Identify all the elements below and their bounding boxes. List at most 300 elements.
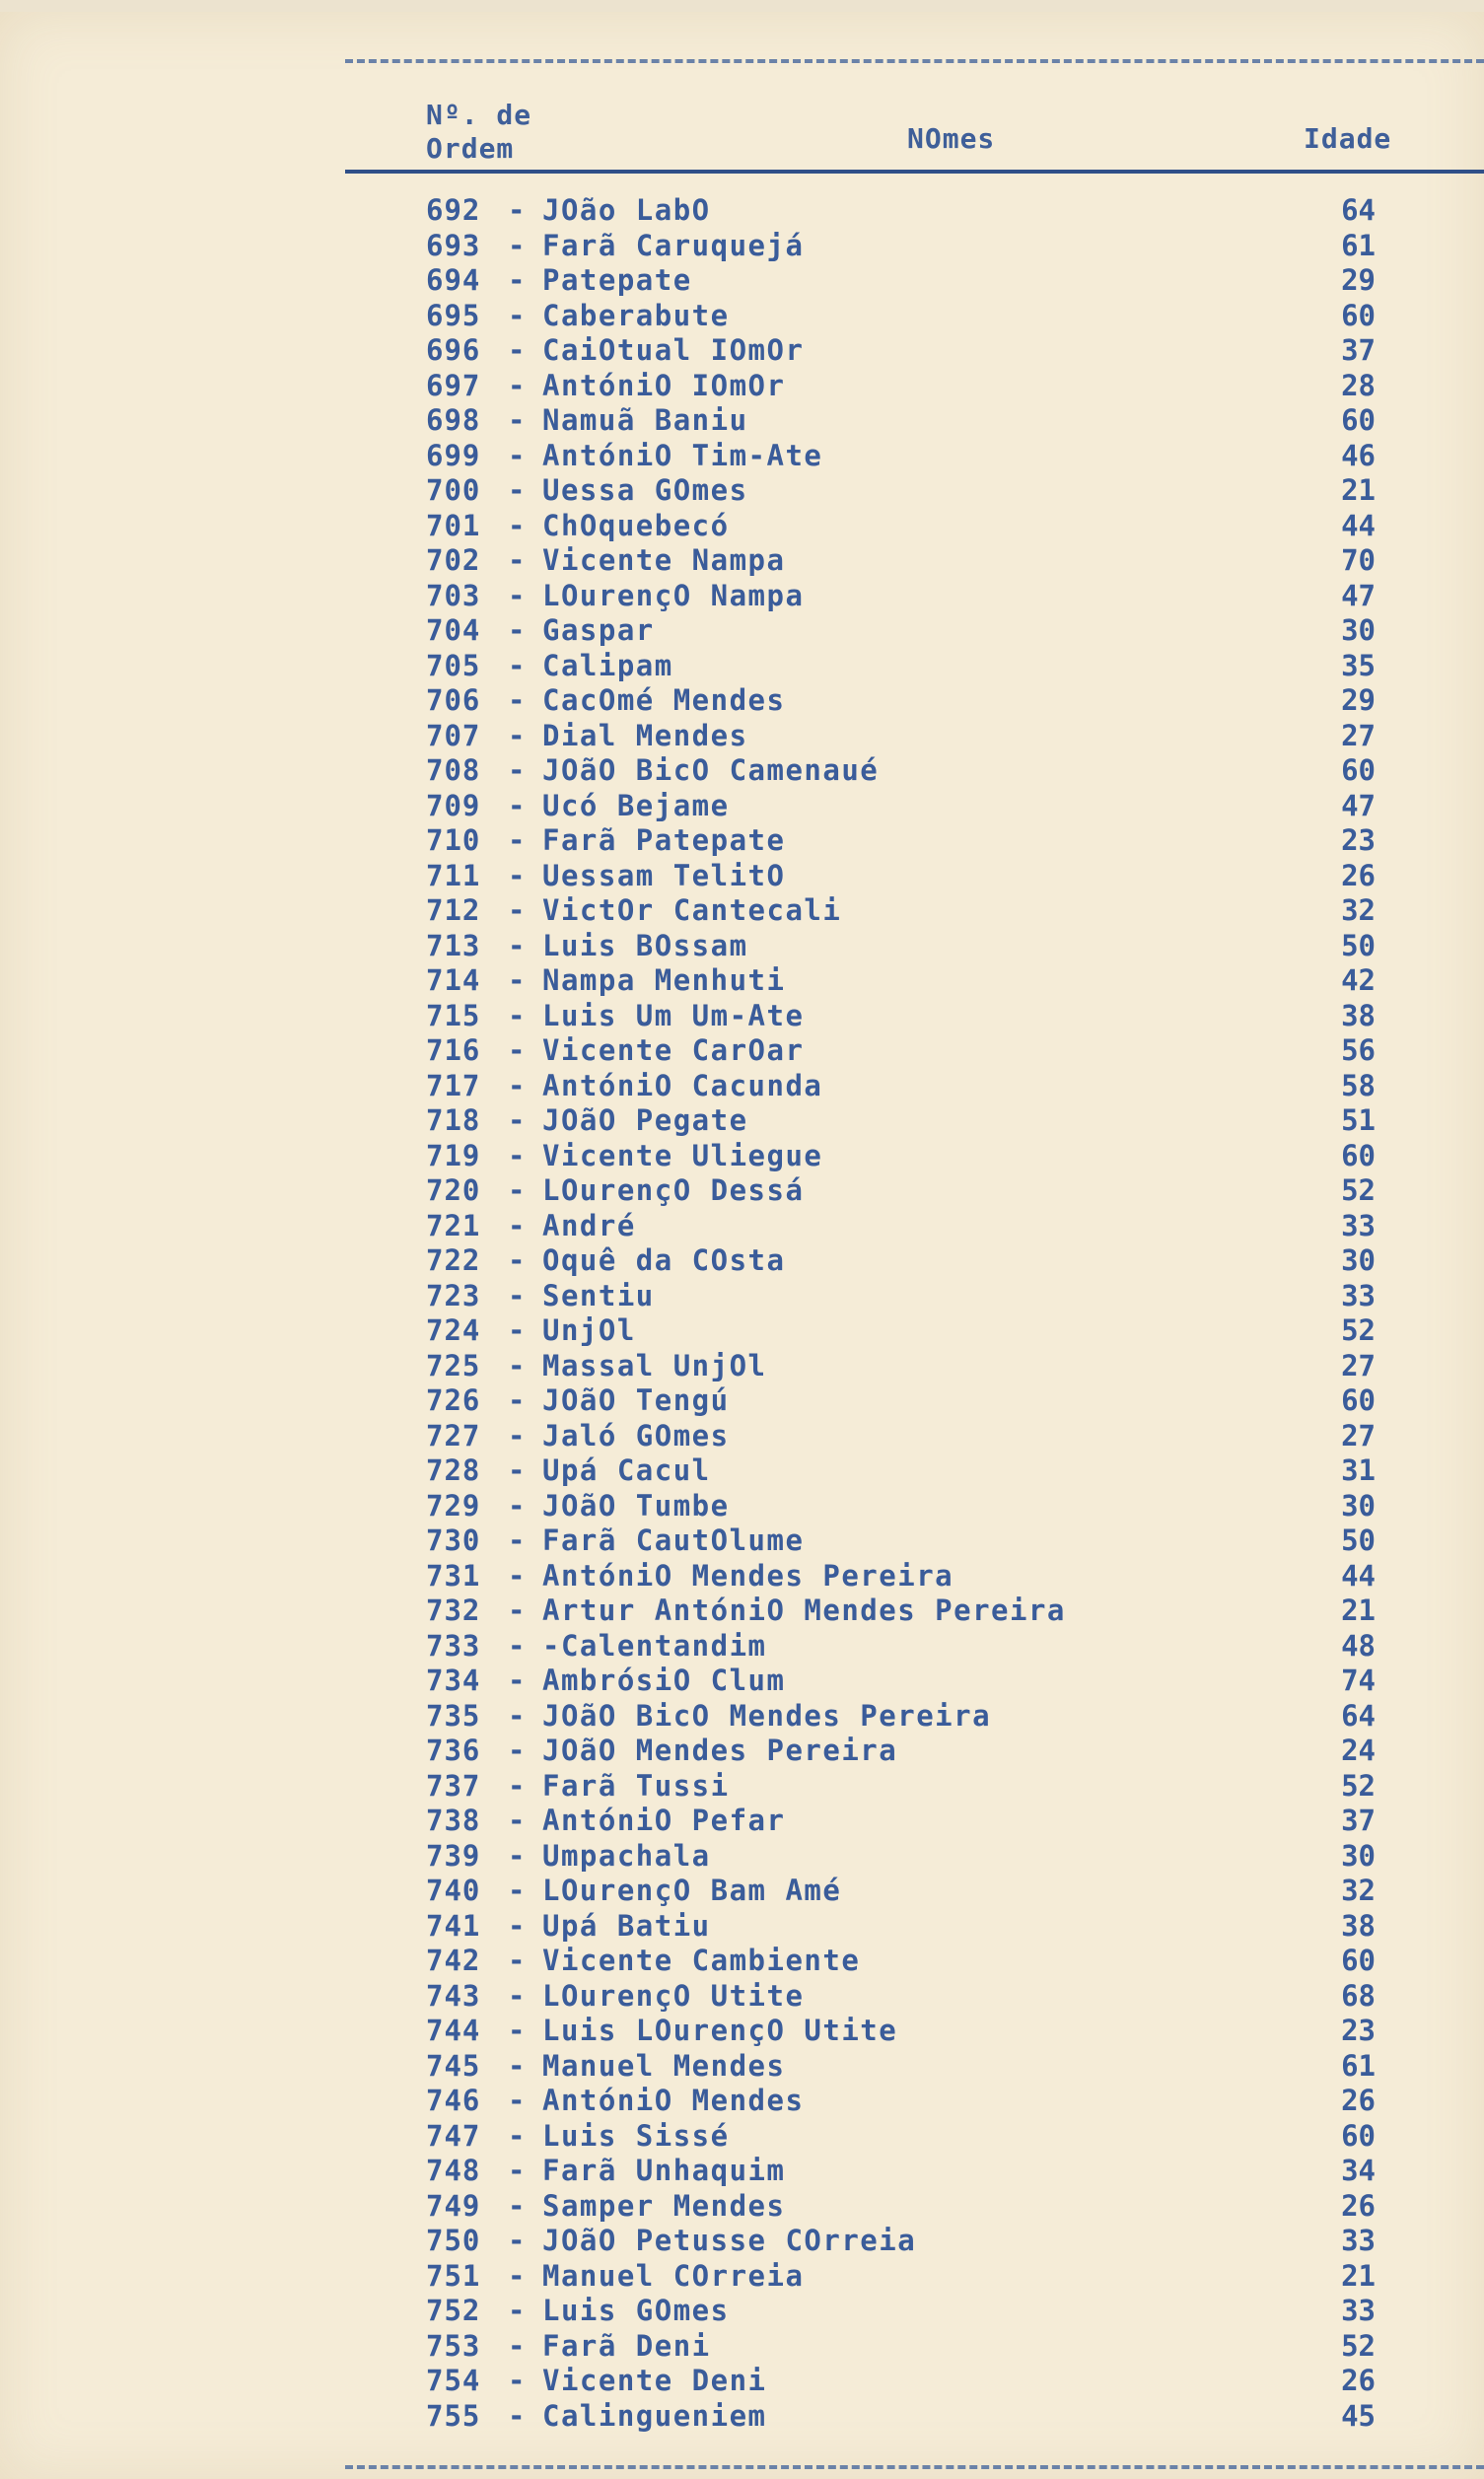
- separator-dash: -: [508, 298, 526, 332]
- table-row: [0, 859, 1484, 894]
- order-number: 703: [426, 578, 481, 612]
- person-age: 32: [1341, 1874, 1376, 1907]
- person-age: 64: [1341, 1698, 1376, 1733]
- table-row: [0, 2084, 1484, 2119]
- person-age: 34: [1341, 2154, 1376, 2187]
- order-number: 720: [426, 1173, 481, 1207]
- separator-dash: -: [508, 963, 526, 997]
- order-number: 710: [426, 823, 481, 857]
- order-number: 697: [426, 368, 481, 402]
- separator-dash: -: [508, 2224, 526, 2257]
- person-age: 26: [1341, 2364, 1376, 2397]
- person-name: Uessa GOmes: [542, 473, 748, 507]
- person-age: 26: [1341, 2084, 1376, 2117]
- table-row: [0, 1874, 1484, 1909]
- separator-dash: -: [508, 2014, 526, 2047]
- table-row: [0, 963, 1484, 999]
- order-number: 752: [426, 2294, 481, 2327]
- table-row: [0, 753, 1484, 789]
- order-number: 738: [426, 1804, 481, 1837]
- order-number: 705: [426, 648, 481, 682]
- person-age: 32: [1341, 893, 1376, 927]
- table-row: [0, 403, 1484, 439]
- table-row: [0, 1629, 1484, 1664]
- person-name: Patepate: [542, 263, 692, 297]
- person-age: 30: [1341, 1838, 1376, 1873]
- person-name: JOãO Mendes Pereira: [542, 1734, 898, 1767]
- separator-dash: -: [508, 648, 526, 682]
- order-number: 727: [426, 1418, 481, 1452]
- order-number: 732: [426, 1594, 481, 1627]
- person-age: 45: [1341, 2398, 1376, 2433]
- order-number: 719: [426, 1138, 481, 1172]
- order-number: 746: [426, 2084, 481, 2117]
- person-age: 46: [1341, 438, 1376, 472]
- order-number: 704: [426, 613, 481, 647]
- order-number: 724: [426, 1313, 481, 1347]
- order-number: 733: [426, 1628, 481, 1663]
- person-age: 21: [1341, 2258, 1376, 2293]
- person-age: 37: [1341, 333, 1376, 367]
- table-row: [0, 1033, 1484, 1069]
- separator-dash: -: [508, 1944, 526, 1977]
- person-age: 30: [1341, 1488, 1376, 1523]
- table-row: [0, 649, 1484, 684]
- table-row: [0, 823, 1484, 859]
- table-row: [0, 1734, 1484, 1769]
- separator-dash: -: [508, 1804, 526, 1837]
- person-name: Namuã Baniu: [542, 403, 748, 437]
- separator-dash: -: [508, 2084, 526, 2117]
- table-row: [0, 1664, 1484, 1699]
- table-row: [0, 1209, 1484, 1244]
- separator-dash: -: [508, 1033, 526, 1067]
- order-number: 749: [426, 2188, 481, 2223]
- person-age: 44: [1341, 508, 1376, 542]
- order-number: 735: [426, 1698, 481, 1733]
- top-dashed-rule: [345, 59, 1484, 63]
- order-number: 722: [426, 1243, 481, 1277]
- separator-dash: -: [508, 1348, 526, 1382]
- order-number: 693: [426, 228, 481, 262]
- table-row: [0, 1944, 1484, 1979]
- person-name: Manuel Mendes: [542, 2048, 786, 2083]
- separator-dash: -: [508, 1874, 526, 1907]
- table-row: [0, 1523, 1484, 1559]
- person-name: AmbrósiO Clum: [542, 1664, 786, 1697]
- table-row: [0, 1909, 1484, 1945]
- table-row: [0, 1559, 1484, 1594]
- column-header-age: Idade: [1304, 122, 1392, 155]
- separator-dash: -: [508, 1103, 526, 1137]
- person-age: 21: [1341, 473, 1376, 507]
- person-age: 27: [1341, 718, 1376, 752]
- person-age: 60: [1341, 1383, 1376, 1417]
- column-header-names: NOmes: [907, 122, 996, 155]
- person-name: Vicente Nampa: [542, 543, 786, 577]
- table-row: [0, 229, 1484, 264]
- bottom-dashed-rule: [345, 2465, 1484, 2469]
- separator-dash: -: [508, 2294, 526, 2327]
- order-number: 747: [426, 2118, 481, 2153]
- separator-dash: -: [508, 1418, 526, 1452]
- person-age: 31: [1341, 1453, 1376, 1487]
- separator-dash: -: [508, 403, 526, 437]
- person-age: 60: [1341, 403, 1376, 437]
- order-number: 751: [426, 2258, 481, 2293]
- person-age: 52: [1341, 2328, 1376, 2363]
- person-name: Vicente Cambiente: [542, 1944, 861, 1977]
- separator-dash: -: [508, 1698, 526, 1733]
- person-name: Luis Um Um-Ate: [542, 998, 805, 1032]
- person-age: 33: [1341, 2294, 1376, 2327]
- person-name: Oquê da COsta: [542, 1243, 786, 1277]
- table-row: [0, 1594, 1484, 1629]
- separator-dash: -: [508, 683, 526, 717]
- separator-dash: -: [508, 1558, 526, 1593]
- order-number: 736: [426, 1734, 481, 1767]
- table-row: [0, 333, 1484, 369]
- person-age: 29: [1341, 263, 1376, 297]
- person-name: JOãO BicO Camenaué: [542, 753, 880, 787]
- person-name: JOãO Tumbe: [542, 1488, 730, 1523]
- person-age: 30: [1341, 1243, 1376, 1277]
- person-name: AntóniO IOmOr: [542, 368, 786, 402]
- person-age: 60: [1341, 1138, 1376, 1172]
- separator-dash: -: [508, 823, 526, 857]
- person-name: Vicente Uliegue: [542, 1138, 823, 1172]
- separator-dash: -: [508, 2118, 526, 2153]
- person-age: 26: [1341, 858, 1376, 892]
- separator-dash: -: [508, 473, 526, 507]
- table-row: [0, 473, 1484, 509]
- separator-dash: -: [508, 1173, 526, 1207]
- order-number: 748: [426, 2154, 481, 2187]
- order-number: 714: [426, 963, 481, 997]
- person-age: 38: [1341, 998, 1376, 1032]
- person-name: VictOr Cantecali: [542, 893, 842, 927]
- person-name: Sentiu: [542, 1278, 655, 1312]
- separator-dash: -: [508, 718, 526, 752]
- person-age: 28: [1341, 368, 1376, 402]
- order-number: 734: [426, 1664, 481, 1697]
- person-age: 50: [1341, 928, 1376, 962]
- separator-dash: -: [508, 1278, 526, 1312]
- separator-dash: -: [508, 1523, 526, 1557]
- separator-dash: -: [508, 893, 526, 927]
- separator-dash: -: [508, 1488, 526, 1523]
- order-number: 713: [426, 928, 481, 962]
- separator-dash: -: [508, 2328, 526, 2363]
- order-number: 695: [426, 298, 481, 332]
- person-name: -Calentandim: [542, 1628, 767, 1663]
- person-name: JOãO Tengú: [542, 1383, 730, 1417]
- person-age: 51: [1341, 1103, 1376, 1137]
- table-row: [0, 2364, 1484, 2399]
- table-row: [0, 1839, 1484, 1875]
- person-name: Farã Unhaquim: [542, 2154, 786, 2187]
- person-name: André: [542, 1208, 636, 1242]
- person-age: 60: [1341, 1944, 1376, 1977]
- header-underline: [345, 170, 1484, 174]
- person-age: 33: [1341, 1278, 1376, 1312]
- person-name: Gaspar: [542, 613, 655, 647]
- person-age: 33: [1341, 2224, 1376, 2257]
- person-name: Farã Tussi: [542, 1768, 730, 1803]
- separator-dash: -: [508, 1734, 526, 1767]
- person-age: 27: [1341, 1348, 1376, 1382]
- order-number: 715: [426, 998, 481, 1032]
- person-name: Farã Deni: [542, 2328, 711, 2363]
- table-row: [0, 543, 1484, 579]
- person-name: Nampa Menhuti: [542, 963, 786, 997]
- table-row: [0, 1769, 1484, 1805]
- person-name: CacOmé Mendes: [542, 683, 786, 717]
- table-row: [0, 2399, 1484, 2435]
- person-age: 60: [1341, 2118, 1376, 2153]
- separator-dash: -: [508, 2398, 526, 2433]
- person-age: 61: [1341, 228, 1376, 262]
- separator-dash: -: [508, 1208, 526, 1242]
- order-number: 725: [426, 1348, 481, 1382]
- table-row: [0, 1349, 1484, 1384]
- person-age: 58: [1341, 1068, 1376, 1102]
- order-number: 700: [426, 473, 481, 507]
- person-name: JOãO BicO Mendes Pereira: [542, 1698, 992, 1733]
- separator-dash: -: [508, 1628, 526, 1663]
- table-row: [0, 2259, 1484, 2295]
- table-row: [0, 929, 1484, 964]
- order-number: 701: [426, 508, 481, 542]
- separator-dash: -: [508, 1978, 526, 2013]
- separator-dash: -: [508, 858, 526, 892]
- person-name: Jaló GOmes: [542, 1418, 730, 1452]
- table-row: [0, 299, 1484, 334]
- person-age: 26: [1341, 2188, 1376, 2223]
- person-age: 37: [1341, 1804, 1376, 1837]
- separator-dash: -: [508, 788, 526, 822]
- person-age: 60: [1341, 753, 1376, 787]
- separator-dash: -: [508, 438, 526, 472]
- person-name: Farã Caruquejá: [542, 228, 805, 262]
- person-name: Upá Cacul: [542, 1453, 711, 1487]
- table-row: [0, 1069, 1484, 1104]
- table-row: [0, 579, 1484, 614]
- person-name: LOurençO Dessá: [542, 1173, 805, 1207]
- separator-dash: -: [508, 543, 526, 577]
- order-number: 750: [426, 2224, 481, 2257]
- person-name: LOurençO Bam Amé: [542, 1874, 842, 1907]
- order-number: 753: [426, 2328, 481, 2363]
- order-number: 707: [426, 718, 481, 752]
- separator-dash: -: [508, 1068, 526, 1102]
- person-age: 47: [1341, 788, 1376, 822]
- separator-dash: -: [508, 508, 526, 542]
- person-age: 68: [1341, 1978, 1376, 2013]
- person-age: 44: [1341, 1558, 1376, 1593]
- separator-dash: -: [508, 1243, 526, 1277]
- person-age: 29: [1341, 683, 1376, 717]
- column-header-number: Nº. de Ordem: [426, 99, 532, 165]
- order-number: 702: [426, 543, 481, 577]
- person-name: Dial Mendes: [542, 718, 748, 752]
- table-row: [0, 999, 1484, 1034]
- order-number: 755: [426, 2398, 481, 2433]
- person-name: Artur AntóniO Mendes Pereira: [542, 1594, 1066, 1627]
- person-name: LOurençO Nampa: [542, 578, 805, 612]
- table-row: [0, 1279, 1484, 1314]
- table-row: [0, 2049, 1484, 2085]
- order-number: 696: [426, 333, 481, 367]
- order-number: 739: [426, 1838, 481, 1873]
- separator-dash: -: [508, 1664, 526, 1697]
- order-number: 721: [426, 1208, 481, 1242]
- table-row: [0, 439, 1484, 474]
- person-name: Manuel COrreia: [542, 2258, 805, 2293]
- separator-dash: -: [508, 228, 526, 262]
- separator-dash: -: [508, 368, 526, 402]
- order-number: 716: [426, 1033, 481, 1067]
- table-row: [0, 1383, 1484, 1419]
- separator-dash: -: [508, 2154, 526, 2187]
- order-number: 711: [426, 858, 481, 892]
- order-number: 731: [426, 1558, 481, 1593]
- table-row: [0, 719, 1484, 754]
- person-name: Farã CautOlume: [542, 1523, 805, 1557]
- person-name: JOão LabO: [542, 193, 711, 227]
- table-row: [0, 2329, 1484, 2365]
- person-name: AntóniO Mendes Pereira: [542, 1558, 954, 1593]
- table-row: [0, 789, 1484, 824]
- order-number: 744: [426, 2014, 481, 2047]
- person-name: AntóniO Pefar: [542, 1804, 786, 1837]
- table-row: [0, 683, 1484, 719]
- table-row: [0, 893, 1484, 929]
- person-name: Samper Mendes: [542, 2188, 786, 2223]
- order-number: 754: [426, 2364, 481, 2397]
- table-row: [0, 1804, 1484, 1839]
- order-number: 737: [426, 1768, 481, 1803]
- separator-dash: -: [508, 1313, 526, 1347]
- table-row: [0, 1243, 1484, 1279]
- separator-dash: -: [508, 2188, 526, 2223]
- person-age: 74: [1341, 1664, 1376, 1697]
- table-row: [0, 2119, 1484, 2155]
- separator-dash: -: [508, 2364, 526, 2397]
- order-number: 708: [426, 753, 481, 787]
- person-age: 56: [1341, 1033, 1376, 1067]
- table-row: [0, 1453, 1484, 1489]
- order-number: 729: [426, 1488, 481, 1523]
- separator-dash: -: [508, 1453, 526, 1487]
- table-row: [0, 1699, 1484, 1735]
- table-row: [0, 1979, 1484, 2015]
- table-row: [0, 2154, 1484, 2189]
- person-name: Vicente CarOar: [542, 1033, 805, 1067]
- person-name: Luis BOssam: [542, 928, 748, 962]
- person-age: 60: [1341, 298, 1376, 332]
- table-row: [0, 2224, 1484, 2259]
- person-age: 50: [1341, 1523, 1376, 1557]
- order-number: 706: [426, 683, 481, 717]
- order-number: 712: [426, 893, 481, 927]
- person-name: Uessam TelitO: [542, 858, 786, 892]
- order-number: 726: [426, 1383, 481, 1417]
- separator-dash: -: [508, 1138, 526, 1172]
- separator-dash: -: [508, 613, 526, 647]
- table-row: [0, 509, 1484, 544]
- person-age: 21: [1341, 1594, 1376, 1627]
- separator-dash: -: [508, 578, 526, 612]
- order-number: 723: [426, 1278, 481, 1312]
- person-age: 23: [1341, 2014, 1376, 2047]
- table-row: [0, 263, 1484, 299]
- person-age: 47: [1341, 578, 1376, 612]
- table-row: [0, 2294, 1484, 2329]
- person-age: 52: [1341, 1313, 1376, 1347]
- register-list: [0, 193, 1484, 2434]
- person-age: 30: [1341, 613, 1376, 647]
- person-age: 42: [1341, 963, 1376, 997]
- table-row: [0, 2189, 1484, 2225]
- table-row: [0, 1419, 1484, 1454]
- separator-dash: -: [508, 333, 526, 367]
- person-age: 27: [1341, 1418, 1376, 1452]
- order-number: 717: [426, 1068, 481, 1102]
- person-age: 24: [1341, 1734, 1376, 1767]
- person-name: Luis GOmes: [542, 2294, 730, 2327]
- table-row: [0, 1173, 1484, 1209]
- table-row: [0, 369, 1484, 404]
- order-number: 692: [426, 193, 481, 227]
- table-row: [0, 1103, 1484, 1139]
- table-row: [0, 613, 1484, 649]
- order-number: 742: [426, 1944, 481, 1977]
- separator-dash: -: [508, 928, 526, 962]
- person-age: 70: [1341, 543, 1376, 577]
- table-row: [0, 1139, 1484, 1174]
- order-number: 745: [426, 2048, 481, 2083]
- table-row: [0, 1489, 1484, 1524]
- person-name: Massal UnjOl: [542, 1348, 767, 1382]
- separator-dash: -: [508, 1383, 526, 1417]
- separator-dash: -: [508, 1594, 526, 1627]
- separator-dash: -: [508, 753, 526, 787]
- order-number: 718: [426, 1103, 481, 1137]
- person-name: AntóniO Cacunda: [542, 1068, 823, 1102]
- person-age: 52: [1341, 1768, 1376, 1803]
- person-name: Calingueniem: [542, 2398, 767, 2433]
- person-age: 33: [1341, 1208, 1376, 1242]
- person-age: 48: [1341, 1628, 1376, 1663]
- separator-dash: -: [508, 1908, 526, 1943]
- order-number: 709: [426, 788, 481, 822]
- person-name: Ucó Bejame: [542, 788, 730, 822]
- separator-dash: -: [508, 998, 526, 1032]
- document-page: [0, 12, 1484, 2479]
- person-name: Upá Batiu: [542, 1908, 711, 1943]
- person-age: 64: [1341, 193, 1376, 227]
- person-name: Calipam: [542, 648, 673, 682]
- person-age: 61: [1341, 2048, 1376, 2083]
- order-number: 730: [426, 1523, 481, 1557]
- person-age: 52: [1341, 1173, 1376, 1207]
- person-name: AntóniO Mendes: [542, 2084, 805, 2117]
- person-name: JOãO Pegate: [542, 1103, 748, 1137]
- person-age: 23: [1341, 823, 1376, 857]
- separator-dash: -: [508, 1838, 526, 1873]
- person-name: Farã Patepate: [542, 823, 786, 857]
